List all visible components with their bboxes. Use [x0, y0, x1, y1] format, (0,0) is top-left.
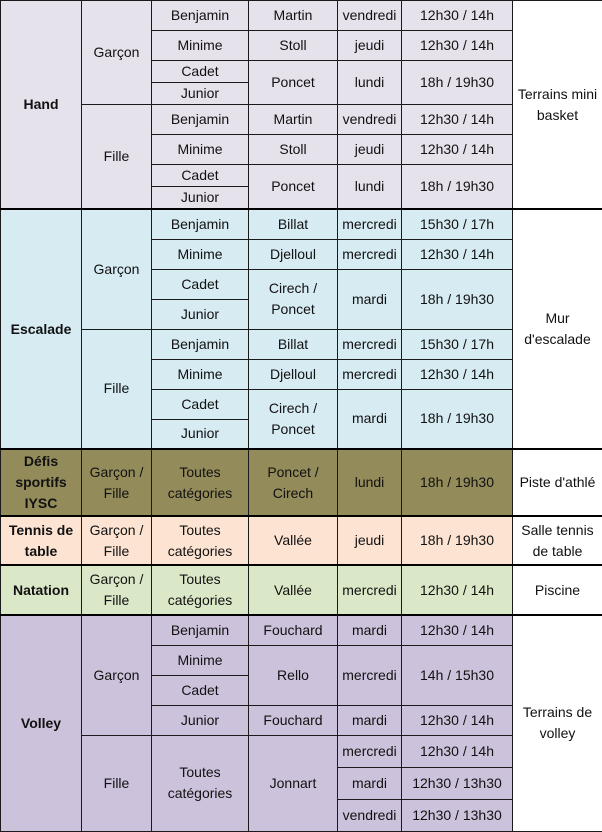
- place-cell: Mur d'escalade: [513, 209, 602, 449]
- sex-cell: Garçon: [82, 209, 152, 329]
- place-cell: Terrains mini basket: [513, 1, 602, 210]
- time-cell: 12h30 / 14h: [402, 105, 513, 135]
- category-cell: Minime: [152, 359, 249, 389]
- sex-cell: Garçon: [82, 615, 152, 735]
- category-cell: Toutes catégories: [152, 449, 249, 516]
- teacher-cell: Billat: [249, 209, 338, 239]
- teacher-cell: Rello: [249, 645, 338, 705]
- teacher-cell: Fouchard: [249, 615, 338, 645]
- time-cell: 12h30 / 14h: [402, 31, 513, 61]
- category-cell: Toutes catégories: [152, 735, 249, 831]
- sex-cell: Fille: [82, 735, 152, 831]
- day-cell: lundi: [338, 165, 402, 210]
- time-cell: 15h30 / 17h: [402, 329, 513, 359]
- category-cell: Junior: [152, 187, 249, 210]
- teacher-cell: Jonnart: [249, 735, 338, 831]
- day-cell: jeudi: [338, 31, 402, 61]
- teacher-cell: Martin: [249, 1, 338, 31]
- sex-cell: Garçon / Fille: [82, 516, 152, 565]
- day-cell: mercredi: [338, 645, 402, 705]
- teacher-cell: Vallée: [249, 516, 338, 565]
- day-cell: mardi: [338, 269, 402, 329]
- category-cell: Cadet: [152, 675, 249, 705]
- day-cell: jeudi: [338, 135, 402, 165]
- time-cell: 12h30 / 13h30: [402, 767, 513, 799]
- sport-volley: Volley: [1, 615, 82, 831]
- category-cell: Benjamin: [152, 1, 249, 31]
- teacher-cell: Stoll: [249, 31, 338, 61]
- category-cell: Minime: [152, 31, 249, 61]
- sport-tennis: Tennis de table: [1, 516, 82, 565]
- time-cell: 18h / 19h30: [402, 389, 513, 449]
- time-cell: 12h30 / 14h: [402, 239, 513, 269]
- sex-cell: Garçon: [82, 1, 152, 105]
- day-cell: jeudi: [338, 516, 402, 565]
- teacher-cell: Djelloul: [249, 359, 338, 389]
- time-cell: 12h30 / 14h: [402, 565, 513, 615]
- time-cell: 12h30 / 13h30: [402, 799, 513, 831]
- place-cell: Piscine: [513, 565, 602, 615]
- sport-defis: Défis sportifs IYSC: [1, 449, 82, 516]
- sex-cell: Garçon / Fille: [82, 565, 152, 615]
- day-cell: mercredi: [338, 735, 402, 767]
- teacher-cell: Stoll: [249, 135, 338, 165]
- teacher-cell: Poncet / Cirech: [249, 449, 338, 516]
- teacher-cell: Fouchard: [249, 705, 338, 735]
- time-cell: 12h30 / 14h: [402, 359, 513, 389]
- category-cell: Junior: [152, 419, 249, 449]
- day-cell: vendredi: [338, 105, 402, 135]
- category-cell: Minime: [152, 645, 249, 675]
- teacher-cell: Poncet: [249, 165, 338, 210]
- time-cell: 12h30 / 14h: [402, 135, 513, 165]
- day-cell: mercredi: [338, 329, 402, 359]
- time-cell: 18h / 19h30: [402, 165, 513, 210]
- category-cell: Junior: [152, 83, 249, 105]
- teacher-cell: Cirech / Poncet: [249, 269, 338, 329]
- sport-hand: Hand: [1, 1, 82, 210]
- category-cell: Benjamin: [152, 329, 249, 359]
- place-cell: Salle tennis de table: [513, 516, 602, 565]
- day-cell: mercredi: [338, 565, 402, 615]
- category-cell: Cadet: [152, 61, 249, 83]
- category-cell: Junior: [152, 705, 249, 735]
- time-cell: 12h30 / 14h: [402, 615, 513, 645]
- time-cell: 18h / 19h30: [402, 449, 513, 516]
- category-cell: Benjamin: [152, 105, 249, 135]
- place-cell: Terrains de volley: [513, 615, 602, 831]
- category-cell: Benjamin: [152, 615, 249, 645]
- place-cell: Piste d'athlé: [513, 449, 602, 516]
- category-cell: Cadet: [152, 389, 249, 419]
- teacher-cell: Djelloul: [249, 239, 338, 269]
- day-cell: mercredi: [338, 209, 402, 239]
- sex-cell: Fille: [82, 329, 152, 449]
- day-cell: mercredi: [338, 239, 402, 269]
- category-cell: Benjamin: [152, 209, 249, 239]
- day-cell: lundi: [338, 449, 402, 516]
- category-cell: Cadet: [152, 165, 249, 187]
- day-cell: lundi: [338, 61, 402, 105]
- time-cell: 18h / 19h30: [402, 516, 513, 565]
- time-cell: 14h / 15h30: [402, 645, 513, 705]
- day-cell: mercredi: [338, 359, 402, 389]
- category-cell: Junior: [152, 299, 249, 329]
- category-cell: Toutes catégories: [152, 516, 249, 565]
- category-cell: Minime: [152, 239, 249, 269]
- sport-escalade: Escalade: [1, 209, 82, 449]
- category-cell: Cadet: [152, 269, 249, 299]
- sex-cell: Fille: [82, 105, 152, 210]
- time-cell: 15h30 / 17h: [402, 209, 513, 239]
- teacher-cell: Billat: [249, 329, 338, 359]
- sport-natation: Natation: [1, 565, 82, 615]
- category-cell: Minime: [152, 135, 249, 165]
- day-cell: mardi: [338, 615, 402, 645]
- time-cell: 12h30 / 14h: [402, 1, 513, 31]
- day-cell: mardi: [338, 389, 402, 449]
- time-cell: 18h / 19h30: [402, 61, 513, 105]
- day-cell: mardi: [338, 767, 402, 799]
- day-cell: vendredi: [338, 799, 402, 831]
- teacher-cell: Martin: [249, 105, 338, 135]
- time-cell: 18h / 19h30: [402, 269, 513, 329]
- time-cell: 12h30 / 14h: [402, 705, 513, 735]
- day-cell: vendredi: [338, 1, 402, 31]
- sex-cell: Garçon / Fille: [82, 449, 152, 516]
- category-cell: Toutes catégories: [152, 565, 249, 615]
- teacher-cell: Vallée: [249, 565, 338, 615]
- day-cell: mardi: [338, 705, 402, 735]
- time-cell: 12h30 / 14h: [402, 735, 513, 767]
- teacher-cell: Cirech / Poncet: [249, 389, 338, 449]
- teacher-cell: Poncet: [249, 61, 338, 105]
